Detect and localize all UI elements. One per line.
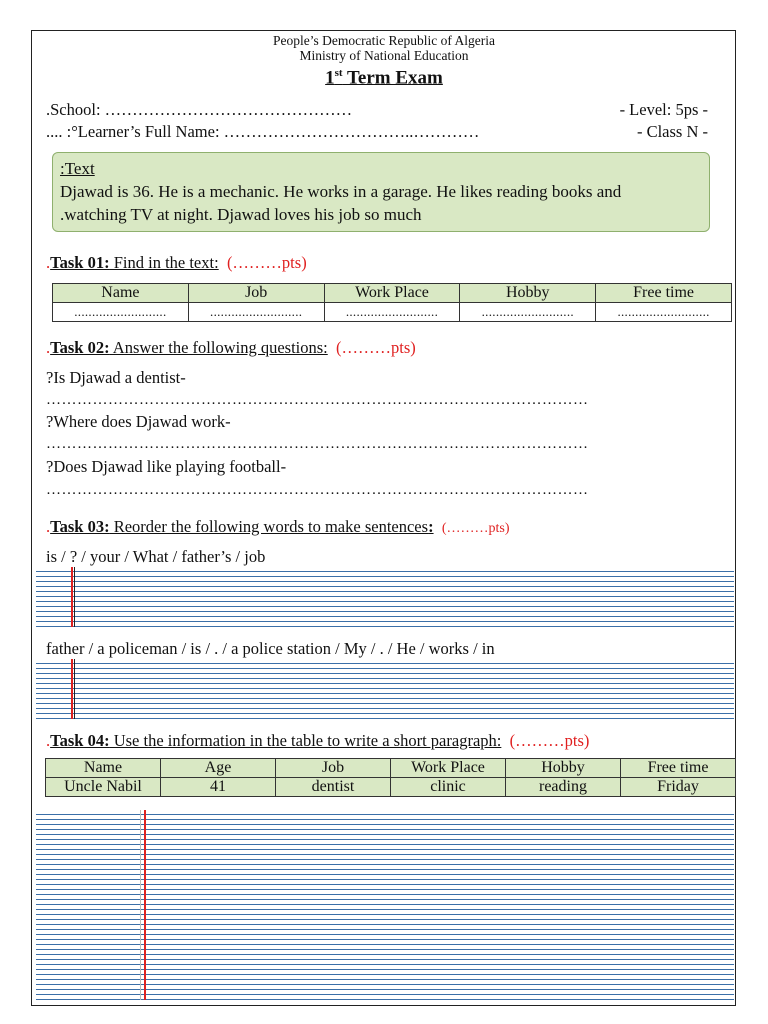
task1-table <box>52 283 732 322</box>
task1-col-hobby: Hobby <box>460 284 596 303</box>
margin-line-3b <box>140 810 141 1000</box>
class-label: - Class N - <box>636 122 708 141</box>
margin-line-2b <box>74 659 75 719</box>
task4-cell-age: 41 <box>161 778 276 797</box>
exam-title: 1st Term Exam <box>325 67 443 89</box>
margin-line-1b <box>74 567 75 627</box>
task4-table <box>45 758 736 797</box>
text-label: :Text <box>60 159 95 178</box>
reading-text-box <box>52 152 710 232</box>
margin-line-1 <box>71 567 73 627</box>
sentence-2: father / a policeman / is / . / a police station / My / . / He / works / in <box>46 639 495 658</box>
task1-blank-freetime[interactable]: .......................... <box>596 303 732 322</box>
task4-cell-job: dentist <box>276 778 391 797</box>
answer-line-3[interactable]: …………………………………………………………………………………………… <box>46 482 589 498</box>
school-field[interactable]: .School: ……………………………………… <box>46 100 353 119</box>
country-heading: People’s Democratic Republic of Algeria <box>273 33 495 48</box>
question-3: ?Does Djawad like playing football- <box>46 457 287 476</box>
task2-heading: .Task 02: Answer the following questions: (………pts) <box>46 338 416 357</box>
task4-col-name: Name <box>46 759 161 778</box>
task4-cell-hobby: reading <box>506 778 621 797</box>
task1-col-name: Name <box>53 284 189 303</box>
task4-cell-workplace: clinic <box>391 778 506 797</box>
task4-col-job: Job <box>276 759 391 778</box>
level-label: - Level: 5ps - <box>619 100 708 119</box>
task4-col-hobby: Hobby <box>506 759 621 778</box>
text-line-1: Djawad is 36. He is a mechanic. He works in a garage. He likes reading books and <box>60 182 622 201</box>
task1-col-job: Job <box>188 284 324 303</box>
paragraph-writing-lines[interactable] <box>36 810 734 1000</box>
task4-heading: .Task 04: Use the information in the table to write a short paragraph: (………pts) <box>46 731 590 750</box>
text-line-2: .watching TV at night. Djawad loves his job so much <box>60 205 422 224</box>
ministry-heading: Ministry of National Education <box>299 48 469 63</box>
margin-line-2 <box>71 659 73 719</box>
task3-heading: .Task 03: Reorder the following words to make sentences: (………pts) <box>46 517 510 536</box>
task1-col-freetime: Free time <box>596 284 732 303</box>
task1-blank-job[interactable]: .......................... <box>188 303 324 322</box>
task4-col-freetime: Free time <box>621 759 736 778</box>
task1-blank-workplace[interactable]: .......................... <box>324 303 460 322</box>
learner-name-field[interactable]: .... :°Learner’s Full Name: ……………………………..………… <box>46 122 480 141</box>
question-1: ?Is Djawad a dentist- <box>46 368 186 387</box>
writing-lines-1[interactable] <box>36 567 734 627</box>
writing-lines-2[interactable] <box>36 659 734 719</box>
sentence-1: is / ? / your / What / father’s / job <box>46 547 266 566</box>
task4-cell-name: Uncle Nabil <box>46 778 161 797</box>
task4-cell-freetime: Friday <box>621 778 736 797</box>
question-2: ?Where does Djawad work- <box>46 412 231 431</box>
task4-col-workplace: Work Place <box>391 759 506 778</box>
task1-col-workplace: Work Place <box>324 284 460 303</box>
margin-line-3 <box>144 810 146 1000</box>
task1-heading: .Task 01: Find in the text: (………pts) <box>46 253 307 272</box>
task1-blank-name[interactable]: .......................... <box>53 303 189 322</box>
answer-line-2[interactable]: …………………………………………………………………………………………… <box>46 436 589 452</box>
task4-col-age: Age <box>161 759 276 778</box>
answer-line-1[interactable]: …………………………………………………………………………………………… <box>46 392 589 408</box>
task1-blank-hobby[interactable]: .......................... <box>460 303 596 322</box>
